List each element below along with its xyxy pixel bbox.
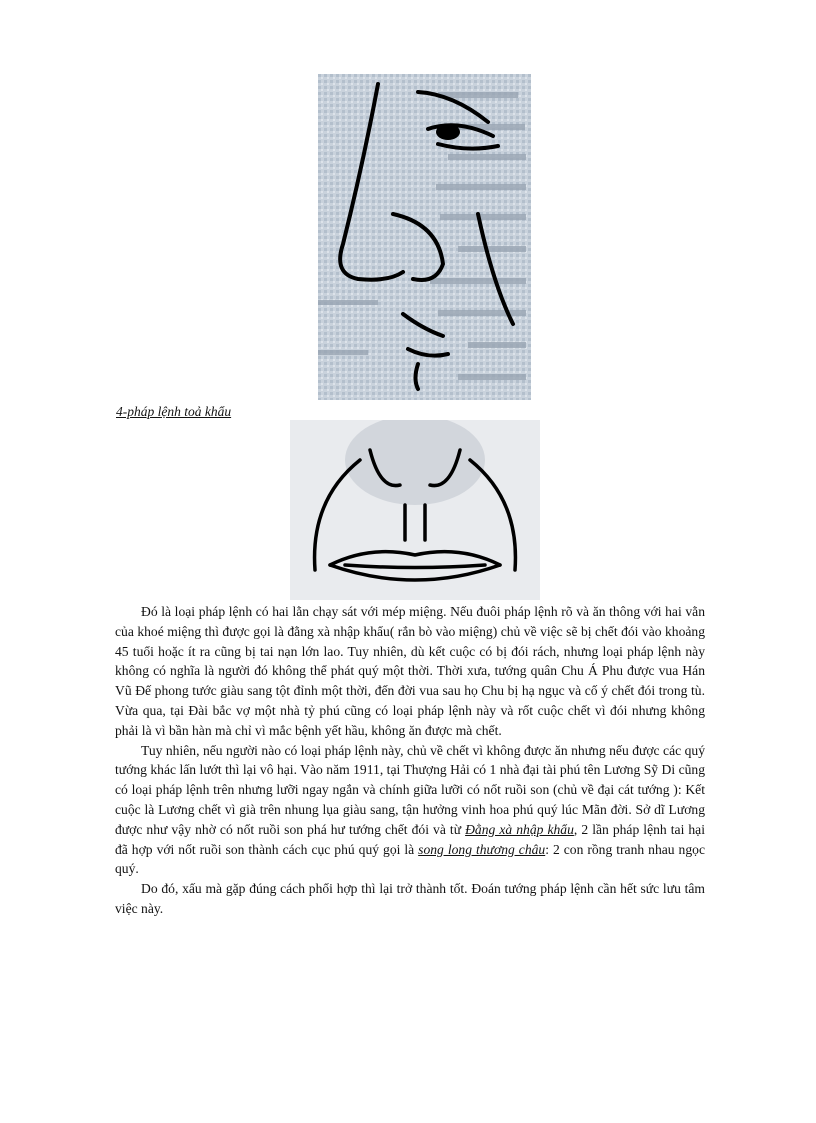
- figure-caption: 4-pháp lệnh toả khẩu: [116, 404, 232, 419]
- mouth-lines-figure: [290, 420, 540, 600]
- paragraph-2-part-c: : 2 con rồng tranh nhau ngọc quý.: [115, 841, 705, 877]
- emphasis-dang-xa: Đằng xà nhập khẩu: [465, 821, 574, 837]
- body-text: [115, 602, 705, 919]
- nose-mouth-profile-figure: [318, 74, 531, 400]
- paragraph-1: Đó là loại pháp lệnh có hai lằn chạy sát với mép miệng. Nếu đuôi pháp lệnh rõ và ăn thông với hai vằn của khoé miệng thì được gọi là đằng xà nhập khẩu( rắn bò vào miệng) chủ về việc sẽ bị chết đói vào khoảng 45 tuổi hoặc ít ra cũng bị tai nạn lớn lao. Tuy nhiên, dù kết cuộc có bị đói rách, nhưng loại pháp lệnh này không có nghĩa là người đó không thể phát quý một thời. Thời xưa, tướng quân Chu Á Phu được vua Hán Vũ Đế phong tước giàu sang tột đỉnh một thời, đến đời vua sau họ Chu bị hạ ngục và cố ý chết đói trong tù. Vừa qua, tại Đài bắc vợ một nhà tỷ phú cũng có loại pháp lệnh này và rốt cuộc chết vì đói nhưng không phải là vì bần hàn mà chỉ vì mắc bệnh yết hầu, không ăn được mà chết.: [115, 604, 705, 738]
- paragraph-2-part-a: Tuy nhiên, nếu người nào có loại pháp lệnh này, chủ về chết vì không được ăn nhưng nếu được các quý tướng khác lấn lướt thì lại vô hại. Vào năm 1911, tại Thượng Hải có 1 nhà đại tài phú tên Lương Sỹ Di cũng có loại pháp lệnh trên nhưng lưỡi ngay ngắn và chính giữa lưỡi có nốt ruồi son (chủ về đại cát tướng ): Kết cuộc là Lương chết vì già trên nhung lụa giàu sang, tận hưởng vinh hoa phú quý lúc Mãn đời. Sở dĩ Lương được như vậy nhờ có nốt ruồi son phá hư tướng chết đói và từ: [115, 742, 705, 837]
- paragraph-2: [115, 741, 705, 880]
- emphasis-song-long: song long thương châu: [418, 841, 546, 857]
- paragraph-2-part-b: , 2 lần pháp lệnh tai hại đã hợp với nốt ruồi son thành cách cục phú quý gọi là: [115, 821, 705, 857]
- paragraph-3: Do đó, xấu mà gặp đúng cách phối hợp thì lại trở thành tốt. Đoán tướng pháp lệnh cần hết sức lưu tâm việc này.: [115, 881, 705, 916]
